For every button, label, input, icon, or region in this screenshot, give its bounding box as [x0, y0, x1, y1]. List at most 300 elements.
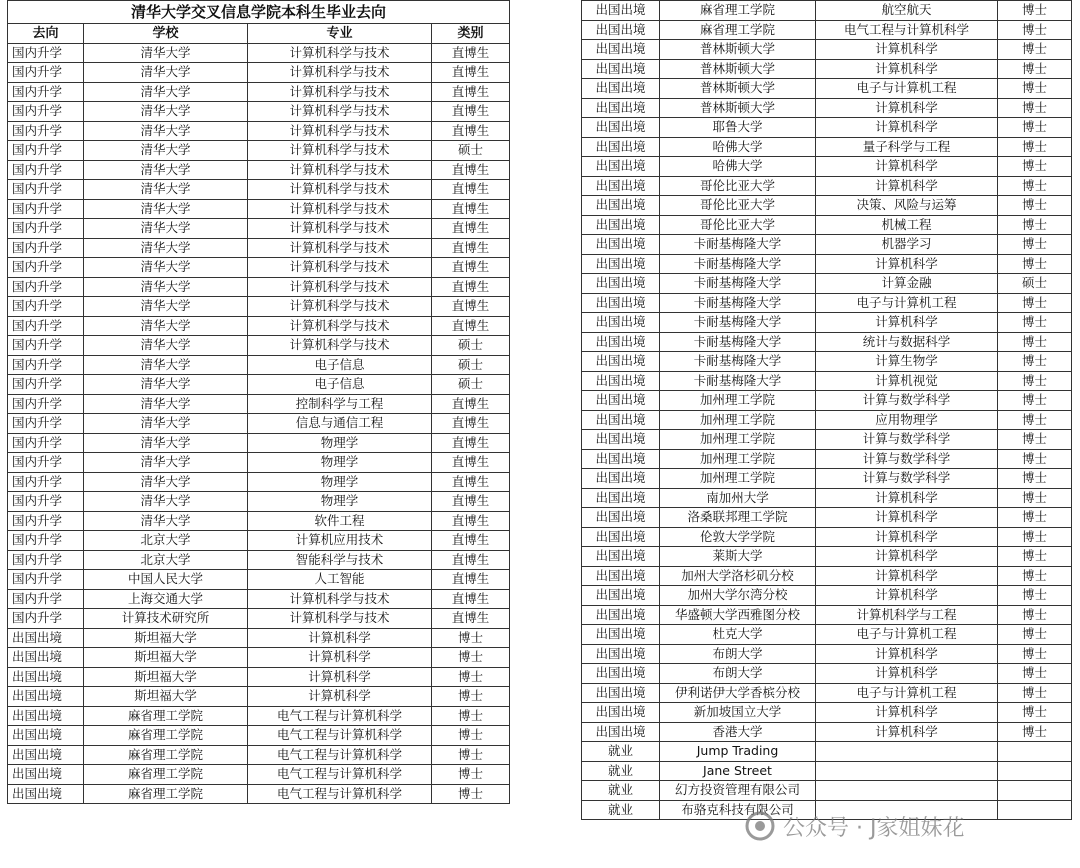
cell-direction: 国内升学 [8, 511, 84, 531]
cell-major: 电气工程与计算机科学 [248, 765, 432, 785]
cell-direction: 出国出境 [582, 722, 660, 742]
cell-category: 博士 [998, 664, 1072, 684]
table-row [582, 254, 1072, 274]
cell-category: 直博生 [432, 472, 510, 492]
table-row [582, 722, 1072, 742]
cell-school: 清华大学 [84, 472, 248, 492]
cell-category: 博士 [998, 118, 1072, 138]
cell-major: 计算机科学 [816, 644, 998, 664]
cell-major: 物理学 [248, 453, 432, 473]
cell-category: 直博生 [432, 277, 510, 297]
cell-major: 计算机科学 [248, 667, 432, 687]
graduate-destination-table-right [581, 0, 1072, 820]
table-row [582, 586, 1072, 606]
table-row [8, 492, 510, 512]
cell-category: 博士 [998, 469, 1072, 489]
table-row [8, 102, 510, 122]
cell-direction: 出国出境 [582, 527, 660, 547]
cell-major [816, 800, 998, 820]
cell-school: 普林斯顿大学 [660, 79, 816, 99]
cell-major: 计算机科学与技术 [248, 609, 432, 629]
table-row [8, 238, 510, 258]
table-row [582, 410, 1072, 430]
table-title: 清华大学交叉信息学院本科生毕业去向 [8, 1, 510, 24]
cell-major: 计算机科学 [248, 687, 432, 707]
cell-category: 博士 [998, 254, 1072, 274]
table-row [582, 40, 1072, 60]
cell-school: 清华大学 [84, 336, 248, 356]
cell-school: 布朗大学 [660, 664, 816, 684]
cell-category: 直博生 [432, 160, 510, 180]
cell-direction: 出国出境 [582, 449, 660, 469]
table-row [8, 511, 510, 531]
cell-category: 博士 [998, 332, 1072, 352]
table-row [582, 781, 1072, 801]
cell-school: 哥伦比亚大学 [660, 196, 816, 216]
table-row [582, 118, 1072, 138]
cell-category: 博士 [998, 352, 1072, 372]
cell-major: 计算机科学与技术 [248, 258, 432, 278]
cell-school: 斯坦福大学 [84, 667, 248, 687]
table-row [582, 371, 1072, 391]
table-row [8, 394, 510, 414]
table-row [8, 141, 510, 161]
cell-category: 直博生 [432, 297, 510, 317]
cell-category: 直博生 [432, 219, 510, 239]
cell-category: 博士 [432, 706, 510, 726]
cell-direction: 国内升学 [8, 336, 84, 356]
header-direction: 去向 [8, 24, 84, 44]
cell-direction: 出国出境 [582, 293, 660, 313]
cell-major: 计算机科学 [816, 488, 998, 508]
table-row [8, 277, 510, 297]
cell-major: 信息与通信工程 [248, 414, 432, 434]
cell-direction: 国内升学 [8, 355, 84, 375]
cell-category: 直博生 [432, 82, 510, 102]
cell-school: 清华大学 [84, 180, 248, 200]
cell-category: 硕士 [432, 355, 510, 375]
table-row [582, 293, 1072, 313]
cell-category: 直博生 [432, 609, 510, 629]
cell-school: 清华大学 [84, 102, 248, 122]
cell-direction: 出国出境 [582, 1, 660, 21]
cell-category: 博士 [432, 765, 510, 785]
cell-school: 计算技术研究所 [84, 609, 248, 629]
table-row [582, 527, 1072, 547]
cell-major: 计算机科学与工程 [816, 605, 998, 625]
table-row [582, 488, 1072, 508]
cell-category: 直博生 [432, 238, 510, 258]
table-row [8, 414, 510, 434]
cell-direction: 国内升学 [8, 82, 84, 102]
table-row [582, 469, 1072, 489]
cell-category: 博士 [432, 784, 510, 804]
cell-major: 机械工程 [816, 215, 998, 235]
cell-major: 计算机科学与技术 [248, 82, 432, 102]
table-row [8, 472, 510, 492]
cell-school: 清华大学 [84, 238, 248, 258]
cell-direction: 国内升学 [8, 160, 84, 180]
cell-school: 幻方投资管理有限公司 [660, 781, 816, 801]
cell-direction: 出国出境 [582, 176, 660, 196]
table-row [582, 742, 1072, 762]
cell-category: 直博生 [432, 102, 510, 122]
table-row [8, 628, 510, 648]
left-table-body [8, 43, 510, 804]
cell-major: 电子与计算机工程 [816, 293, 998, 313]
table-row [582, 625, 1072, 645]
cell-direction: 出国出境 [582, 313, 660, 333]
cell-school: 加州大学洛杉矶分校 [660, 566, 816, 586]
cell-category: 博士 [432, 745, 510, 765]
cell-category: 直博生 [432, 433, 510, 453]
cell-school: 上海交通大学 [84, 589, 248, 609]
cell-school: 清华大学 [84, 394, 248, 414]
cell-category: 博士 [998, 215, 1072, 235]
cell-major: 统计与数据科学 [816, 332, 998, 352]
table-row [582, 352, 1072, 372]
table-row [8, 745, 510, 765]
cell-direction: 出国出境 [8, 745, 84, 765]
table-row [582, 391, 1072, 411]
cell-major: 计算机科学与技术 [248, 238, 432, 258]
table-row [8, 550, 510, 570]
table-row [582, 98, 1072, 118]
table-row [8, 648, 510, 668]
cell-major: 计算机科学 [816, 586, 998, 606]
cell-school: 清华大学 [84, 453, 248, 473]
table-row [8, 765, 510, 785]
cell-major: 电子信息 [248, 375, 432, 395]
cell-school: 加州理工学院 [660, 469, 816, 489]
cell-major: 计算机科学与技术 [248, 199, 432, 219]
cell-direction: 出国出境 [582, 332, 660, 352]
cell-school: 卡耐基梅隆大学 [660, 235, 816, 255]
cell-school: 中国人民大学 [84, 570, 248, 590]
table-row [8, 609, 510, 629]
cell-school: 香港大学 [660, 722, 816, 742]
cell-major: 计算机视觉 [816, 371, 998, 391]
cell-direction: 国内升学 [8, 258, 84, 278]
table-row [8, 687, 510, 707]
cell-major: 计算机科学 [816, 313, 998, 333]
cell-major: 计算与数学科学 [816, 469, 998, 489]
table-row [582, 196, 1072, 216]
cell-direction: 国内升学 [8, 492, 84, 512]
table-row [582, 605, 1072, 625]
table-row [582, 59, 1072, 79]
cell-school: 加州理工学院 [660, 391, 816, 411]
cell-major: 航空航天 [816, 1, 998, 21]
cell-direction: 国内升学 [8, 63, 84, 83]
cell-school: 麻省理工学院 [660, 1, 816, 21]
table-row [8, 219, 510, 239]
cell-category: 博士 [998, 449, 1072, 469]
cell-category: 博士 [432, 687, 510, 707]
table-row [8, 726, 510, 746]
cell-category: 博士 [998, 683, 1072, 703]
cell-direction: 出国出境 [8, 726, 84, 746]
table-row [8, 453, 510, 473]
cell-category: 博士 [432, 667, 510, 687]
cell-school: 麻省理工学院 [660, 20, 816, 40]
cell-direction: 国内升学 [8, 394, 84, 414]
cell-school: 清华大学 [84, 355, 248, 375]
cell-category: 博士 [998, 196, 1072, 216]
cell-category: 直博生 [432, 453, 510, 473]
cell-direction: 国内升学 [8, 43, 84, 63]
table-row [582, 644, 1072, 664]
table-row [8, 160, 510, 180]
cell-direction: 出国出境 [582, 137, 660, 157]
cell-category: 博士 [998, 176, 1072, 196]
cell-direction: 国内升学 [8, 141, 84, 161]
cell-category: 博士 [998, 137, 1072, 157]
cell-major: 计算机科学 [816, 547, 998, 567]
cell-major: 电气工程与计算机科学 [816, 20, 998, 40]
cell-school: 清华大学 [84, 277, 248, 297]
table-row [582, 430, 1072, 450]
cell-school: 清华大学 [84, 141, 248, 161]
cell-direction: 国内升学 [8, 102, 84, 122]
cell-direction: 出国出境 [582, 664, 660, 684]
cell-school: 清华大学 [84, 375, 248, 395]
cell-direction: 出国出境 [582, 605, 660, 625]
table-row [8, 297, 510, 317]
table-row [8, 63, 510, 83]
cell-direction: 出国出境 [8, 687, 84, 707]
cell-category: 博士 [998, 293, 1072, 313]
cell-major: 应用物理学 [816, 410, 998, 430]
table-row [582, 664, 1072, 684]
cell-major: 物理学 [248, 433, 432, 453]
table-row [582, 20, 1072, 40]
cell-school: 清华大学 [84, 82, 248, 102]
cell-major: 电子与计算机工程 [816, 79, 998, 99]
cell-category: 博士 [998, 430, 1072, 450]
cell-category: 博士 [998, 157, 1072, 177]
cell-direction: 国内升学 [8, 277, 84, 297]
cell-category: 博士 [998, 586, 1072, 606]
watermark-text: 公众号 · J家姐妹花 [783, 815, 965, 841]
cell-major: 计算机应用技术 [248, 531, 432, 551]
cell-category: 博士 [998, 605, 1072, 625]
cell-direction: 国内升学 [8, 433, 84, 453]
table-row [582, 683, 1072, 703]
cell-direction: 出国出境 [582, 20, 660, 40]
cell-school: 清华大学 [84, 258, 248, 278]
cell-category: 直博生 [432, 199, 510, 219]
header-major: 专业 [248, 24, 432, 44]
cell-major: 计算机科学 [816, 508, 998, 528]
cell-school: 布骆克科技有限公司 [660, 800, 816, 820]
cell-direction: 国内升学 [8, 589, 84, 609]
cell-direction: 国内升学 [8, 219, 84, 239]
table-row [582, 332, 1072, 352]
cell-direction: 出国出境 [582, 254, 660, 274]
table-row [8, 258, 510, 278]
cell-direction: 出国出境 [582, 79, 660, 99]
cell-major [816, 781, 998, 801]
cell-direction: 出国出境 [8, 648, 84, 668]
cell-major: 计算机科学与技术 [248, 141, 432, 161]
cell-major: 计算生物学 [816, 352, 998, 372]
cell-category: 博士 [998, 371, 1072, 391]
table-row [8, 121, 510, 141]
cell-major: 计算机科学 [816, 722, 998, 742]
cell-major: 计算机科学与技术 [248, 219, 432, 239]
cell-major: 计算机科学与技术 [248, 336, 432, 356]
cell-school: 麻省理工学院 [84, 765, 248, 785]
cell-direction: 就业 [582, 761, 660, 781]
cell-direction: 出国出境 [582, 683, 660, 703]
cell-major: 计算机科学与技术 [248, 277, 432, 297]
cell-school: 加州理工学院 [660, 430, 816, 450]
cell-major: 决策、风险与运筹 [816, 196, 998, 216]
cell-major: 计算与数学科学 [816, 391, 998, 411]
cell-major: 计算机科学 [816, 176, 998, 196]
cell-category [998, 761, 1072, 781]
cell-direction: 出国出境 [582, 391, 660, 411]
cell-school: 加州大学尔湾分校 [660, 586, 816, 606]
cell-school: 清华大学 [84, 160, 248, 180]
cell-major: 计算机科学 [816, 59, 998, 79]
cell-major: 计算机科学与技术 [248, 180, 432, 200]
cell-category: 直博生 [432, 394, 510, 414]
cell-category: 硕士 [432, 375, 510, 395]
table-row [582, 313, 1072, 333]
cell-major: 计算机科学 [816, 703, 998, 723]
cell-school: 斯坦福大学 [84, 687, 248, 707]
cell-school: Jane Street [660, 761, 816, 781]
cell-direction: 国内升学 [8, 550, 84, 570]
cell-direction: 出国出境 [582, 235, 660, 255]
cell-school: 麻省理工学院 [84, 706, 248, 726]
table-row [8, 82, 510, 102]
cell-school: 加州理工学院 [660, 449, 816, 469]
cell-direction: 出国出境 [582, 703, 660, 723]
cell-school: 伦敦大学学院 [660, 527, 816, 547]
cell-school: 麻省理工学院 [84, 745, 248, 765]
cell-major: 计算机科学与技术 [248, 63, 432, 83]
cell-direction: 出国出境 [8, 706, 84, 726]
cell-direction: 国内升学 [8, 121, 84, 141]
cell-school: 南加州大学 [660, 488, 816, 508]
cell-school: 布朗大学 [660, 644, 816, 664]
cell-school: 普林斯顿大学 [660, 98, 816, 118]
cell-school: 伊利诺伊大学香槟分校 [660, 683, 816, 703]
cell-school: 普林斯顿大学 [660, 59, 816, 79]
cell-category: 博士 [998, 508, 1072, 528]
cell-category: 直博生 [432, 43, 510, 63]
cell-direction: 国内升学 [8, 453, 84, 473]
cell-school: 清华大学 [84, 511, 248, 531]
cell-school: 哈佛大学 [660, 157, 816, 177]
cell-school: 卡耐基梅隆大学 [660, 371, 816, 391]
cell-major: 计算机科学 [248, 628, 432, 648]
table-row [582, 703, 1072, 723]
cell-category: 博士 [998, 59, 1072, 79]
cell-category: 博士 [998, 40, 1072, 60]
cell-direction: 就业 [582, 800, 660, 820]
cell-category: 博士 [998, 703, 1072, 723]
table-row [582, 79, 1072, 99]
cell-direction: 出国出境 [8, 628, 84, 648]
cell-school: 清华大学 [84, 433, 248, 453]
table-row [8, 784, 510, 804]
cell-school: 清华大学 [84, 414, 248, 434]
cell-major: 计算金融 [816, 274, 998, 294]
cell-school: 清华大学 [84, 63, 248, 83]
cell-major [816, 761, 998, 781]
cell-direction: 出国出境 [8, 667, 84, 687]
cell-major: 计算机科学 [816, 98, 998, 118]
cell-category: 直博生 [432, 121, 510, 141]
cell-major: 计算机科学 [816, 254, 998, 274]
cell-category: 直博生 [432, 492, 510, 512]
table-row [8, 316, 510, 336]
cell-major: 电子与计算机工程 [816, 625, 998, 645]
cell-direction: 国内升学 [8, 297, 84, 317]
cell-direction: 出国出境 [582, 59, 660, 79]
table-row [582, 547, 1072, 567]
cell-direction: 出国出境 [582, 118, 660, 138]
cell-category: 博士 [432, 628, 510, 648]
cell-major: 电气工程与计算机科学 [248, 726, 432, 746]
table-row [8, 570, 510, 590]
cell-category: 直博生 [432, 63, 510, 83]
cell-school: 北京大学 [84, 550, 248, 570]
cell-direction: 出国出境 [582, 196, 660, 216]
cell-major: 计算机科学与技术 [248, 102, 432, 122]
cell-school: 斯坦福大学 [84, 628, 248, 648]
cell-major: 电气工程与计算机科学 [248, 745, 432, 765]
cell-school: 耶鲁大学 [660, 118, 816, 138]
cell-school: Jump Trading [660, 742, 816, 762]
cell-category: 博士 [998, 625, 1072, 645]
table-row [8, 180, 510, 200]
cell-direction: 国内升学 [8, 199, 84, 219]
table-row [582, 176, 1072, 196]
cell-direction: 出国出境 [582, 644, 660, 664]
cell-category: 直博生 [432, 316, 510, 336]
cell-category [998, 800, 1072, 820]
cell-school: 卡耐基梅隆大学 [660, 274, 816, 294]
cell-major: 计算机科学与技术 [248, 43, 432, 63]
cell-category: 直博生 [432, 550, 510, 570]
cell-school: 卡耐基梅隆大学 [660, 293, 816, 313]
table-row [582, 800, 1072, 820]
cell-school: 哥伦比亚大学 [660, 215, 816, 235]
table-row [8, 43, 510, 63]
cell-category: 博士 [998, 98, 1072, 118]
cell-category: 博士 [998, 313, 1072, 333]
cell-category: 博士 [998, 547, 1072, 567]
cell-category: 直博生 [432, 414, 510, 434]
table-row [8, 667, 510, 687]
cell-school: 加州理工学院 [660, 410, 816, 430]
cell-category: 硕士 [998, 274, 1072, 294]
cell-school: 莱斯大学 [660, 547, 816, 567]
cell-direction: 国内升学 [8, 531, 84, 551]
cell-school: 清华大学 [84, 219, 248, 239]
cell-major: 计算机科学与技术 [248, 297, 432, 317]
cell-category: 博士 [432, 726, 510, 746]
cell-school: 卡耐基梅隆大学 [660, 313, 816, 333]
table-row [8, 199, 510, 219]
cell-major: 计算机科学 [816, 527, 998, 547]
right-table-body [582, 1, 1072, 820]
